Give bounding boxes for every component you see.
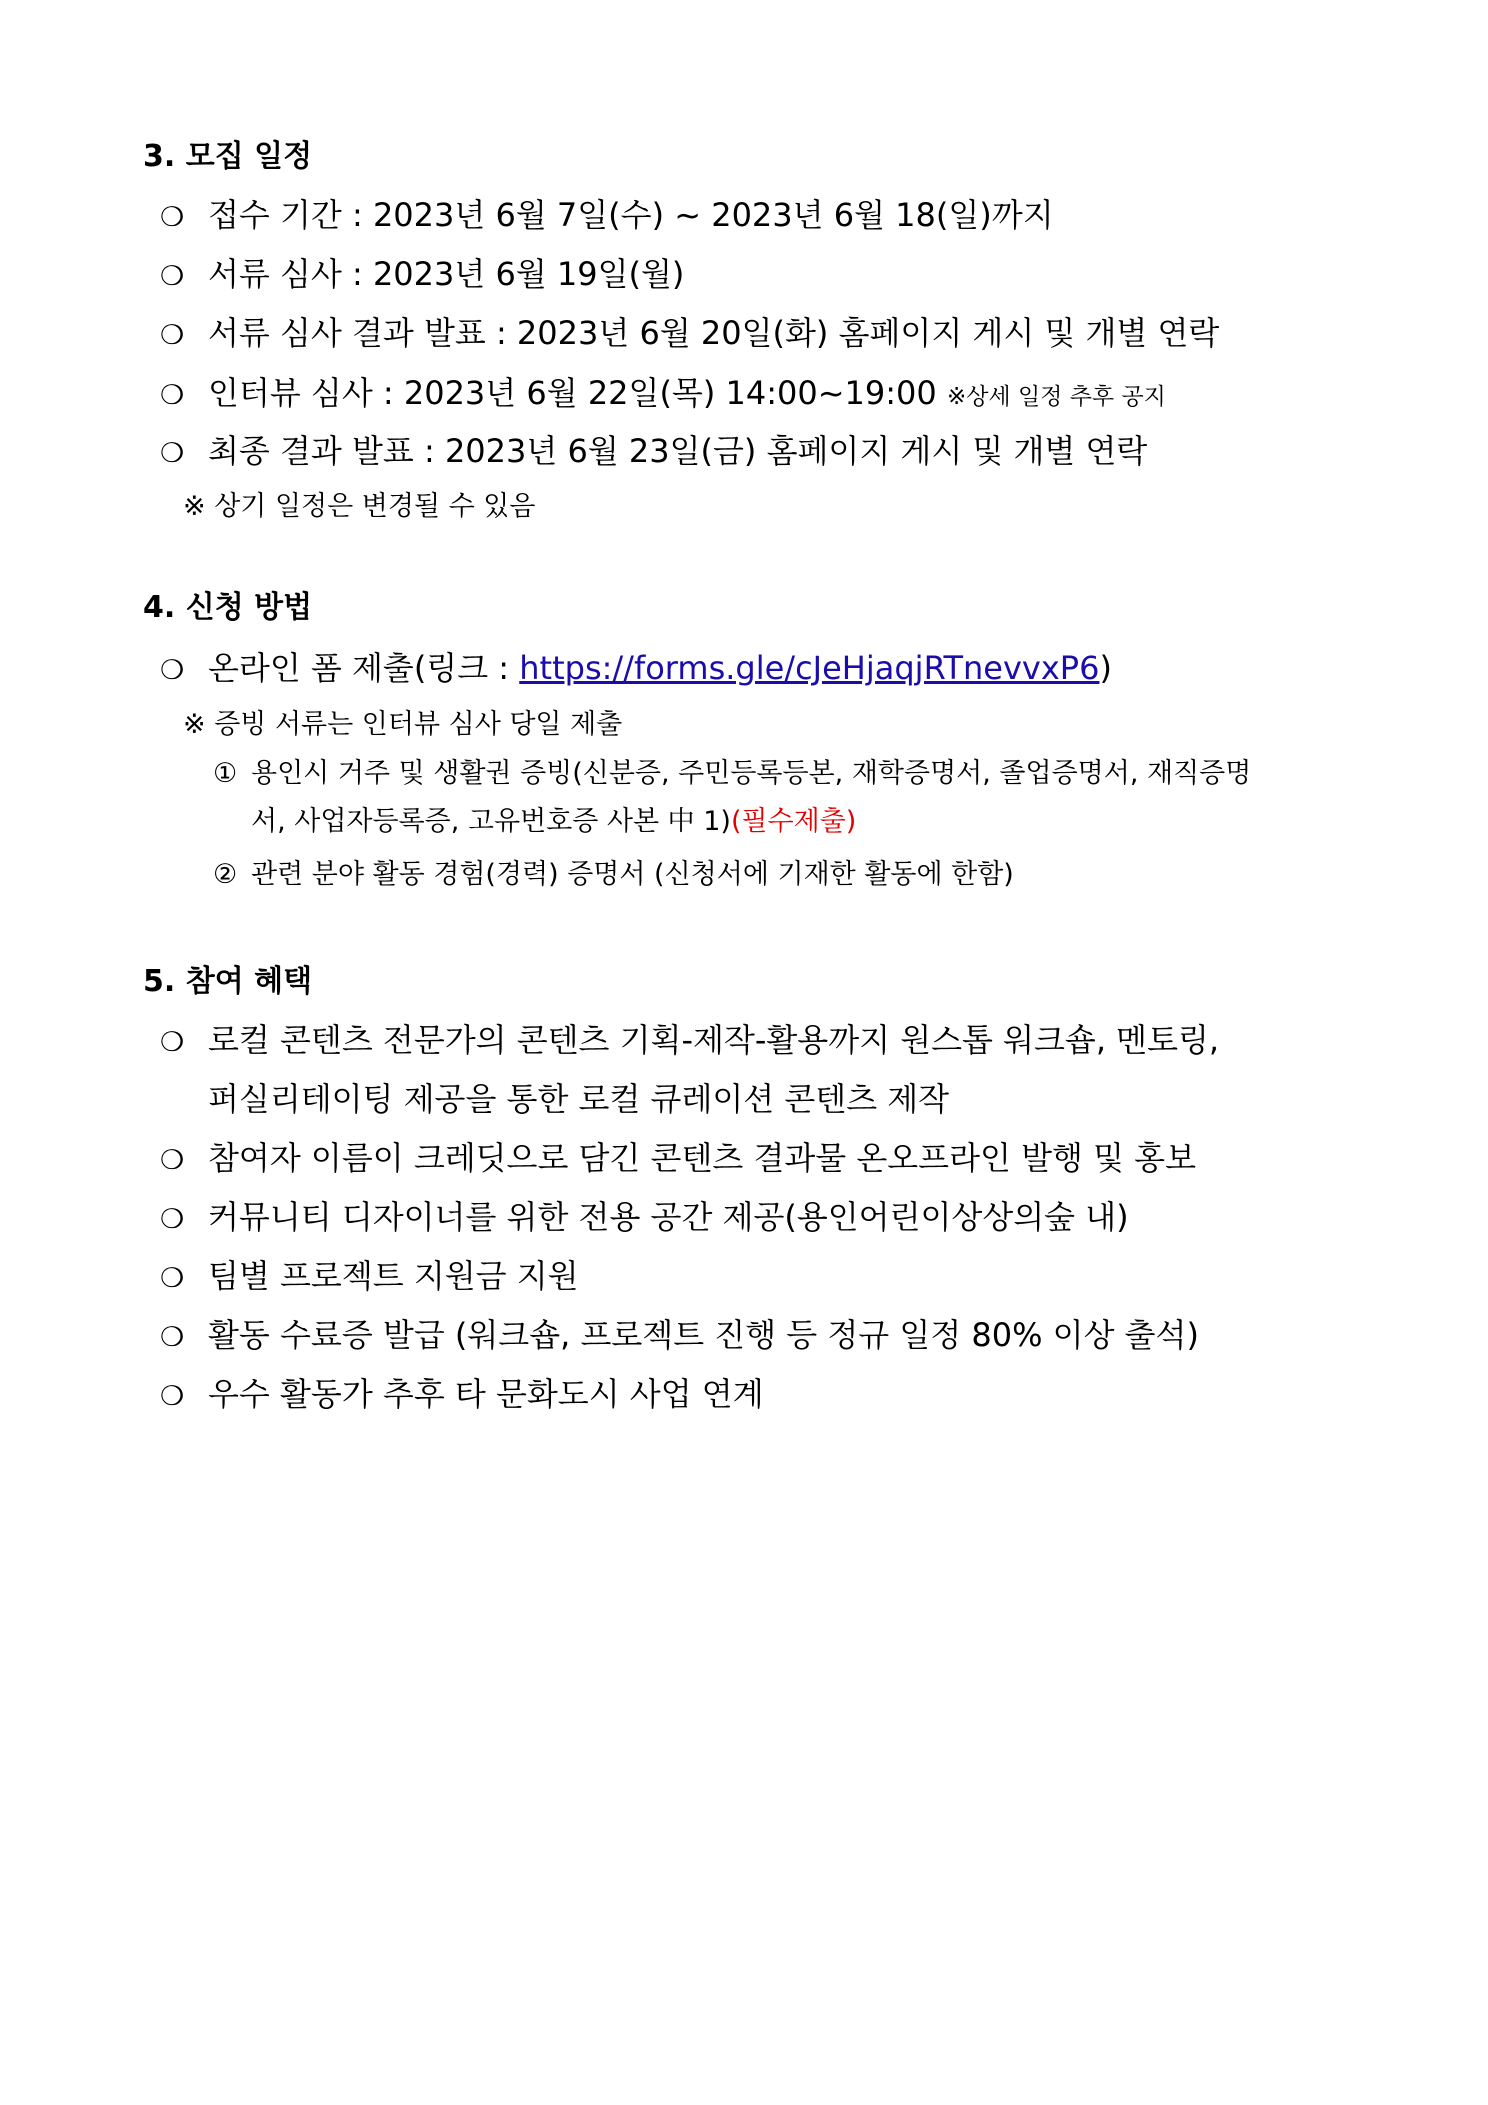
evidence-item-text: 서, 사업자등록증, 고유번호증 사본 中 1)	[251, 806, 731, 837]
bullet-icon: ❍	[160, 1263, 185, 1294]
benefit-item-workshop-continued: 퍼실리테이팅 제공을 통한 로컬 큐레이션 콘텐츠 제작	[208, 1080, 950, 1118]
application-form-link[interactable]: https://forms.gle/cJeHjaqjRTnevvxP6	[519, 649, 1100, 687]
section-4-heading: 4. 신청 방법	[143, 590, 313, 625]
circled-number-2: ②	[213, 859, 238, 890]
benefit-item-space	[160, 1196, 1129, 1241]
schedule-item-text: 인터뷰 심사 : 2023년 6월 22일(목) 14:00~19:00	[208, 374, 937, 412]
benefit-item-text: 활동 수료증 발급 (워크숍, 프로젝트 진행 등 정규 일정 80% 이상 출석)	[208, 1316, 1199, 1354]
schedule-item-text: 최종 결과 발표 : 2023년 6월 23일(금) 홈페이지 게시 및 개별 연락	[208, 432, 1148, 470]
online-form-prefix: 온라인 폼 제출(링크 :	[208, 649, 520, 687]
bullet-icon: ❍	[160, 438, 185, 469]
bullet-icon: ❍	[160, 320, 185, 351]
schedule-item-text: 서류 심사 결과 발표 : 2023년 6월 20일(화) 홈페이지 게시 및 개별 연락	[208, 314, 1220, 352]
evidence-item-residence	[213, 756, 1251, 792]
benefit-item-workshop	[160, 1019, 1219, 1064]
evidence-item-residence-continued	[251, 804, 856, 840]
evidence-item-text: 관련 분야 활동 경험(경력) 증명서 (신청서에 기재한 활동에 한함)	[251, 859, 1014, 890]
bullet-icon: ❍	[160, 1204, 185, 1235]
benefit-item-text: 커뮤니티 디자이너를 위한 전용 공간 제공(용인어린이상상의숲 내)	[208, 1198, 1129, 1236]
evidence-document-note: ※ 증빙 서류는 인터뷰 심사 당일 제출	[183, 709, 623, 740]
schedule-item-document-review	[160, 253, 684, 298]
schedule-item-application-period	[160, 194, 1054, 239]
bullet-icon: ❍	[160, 1145, 185, 1176]
schedule-item-text: 서류 심사 : 2023년 6월 19일(월)	[208, 255, 685, 293]
schedule-item-text: 접수 기간 : 2023년 6월 7일(수) ~ 2023년 6월 18(일)까지	[208, 196, 1054, 234]
interview-detail-note: ※상세 일정 추후 공지	[946, 384, 1166, 410]
section-3-heading: 3. 모집 일정	[143, 139, 313, 174]
schedule-item-final-result	[160, 430, 1147, 475]
bullet-icon: ❍	[160, 1322, 185, 1353]
circled-number-1: ①	[213, 758, 238, 789]
benefit-item-text: 우수 활동가 추후 타 문화도시 사업 연계	[208, 1375, 764, 1413]
benefit-item-text: 팀별 프로젝트 지원금 지원	[208, 1257, 579, 1295]
benefit-item-funding	[160, 1255, 579, 1300]
required-submission-label: (필수제출)	[730, 806, 857, 837]
benefit-item-credit	[160, 1137, 1196, 1182]
benefit-item-certificate	[160, 1314, 1199, 1359]
section-5-heading: 5. 참여 혜택	[143, 964, 313, 999]
schedule-item-interview	[160, 372, 1166, 418]
schedule-change-note: ※ 상기 일정은 변경될 수 있음	[183, 491, 536, 522]
bullet-icon: ❍	[160, 261, 185, 292]
bullet-icon: ❍	[160, 380, 185, 411]
benefit-item-text: 로컬 콘텐츠 전문가의 콘텐츠 기획-제작-활용까지 원스톱 워크숍, 멘토링,	[208, 1021, 1220, 1059]
bullet-icon: ❍	[160, 655, 185, 686]
benefit-item-text: 참여자 이름이 크레딧으로 담긴 콘텐츠 결과물 온오프라인 발행 및 홍보	[208, 1139, 1196, 1177]
evidence-item-text: 용인시 거주 및 생활권 증빙(신분증, 주민등록등본, 재학증명서, 졸업증명서, 재직증명	[251, 758, 1252, 789]
online-form-suffix: )	[1099, 649, 1112, 687]
application-online-form	[160, 647, 1112, 692]
bullet-icon: ❍	[160, 202, 185, 233]
bullet-icon: ❍	[160, 1027, 185, 1058]
benefit-item-linkage	[160, 1373, 764, 1418]
bullet-icon: ❍	[160, 1381, 185, 1412]
schedule-item-document-result	[160, 312, 1219, 357]
evidence-item-experience	[213, 857, 1014, 893]
